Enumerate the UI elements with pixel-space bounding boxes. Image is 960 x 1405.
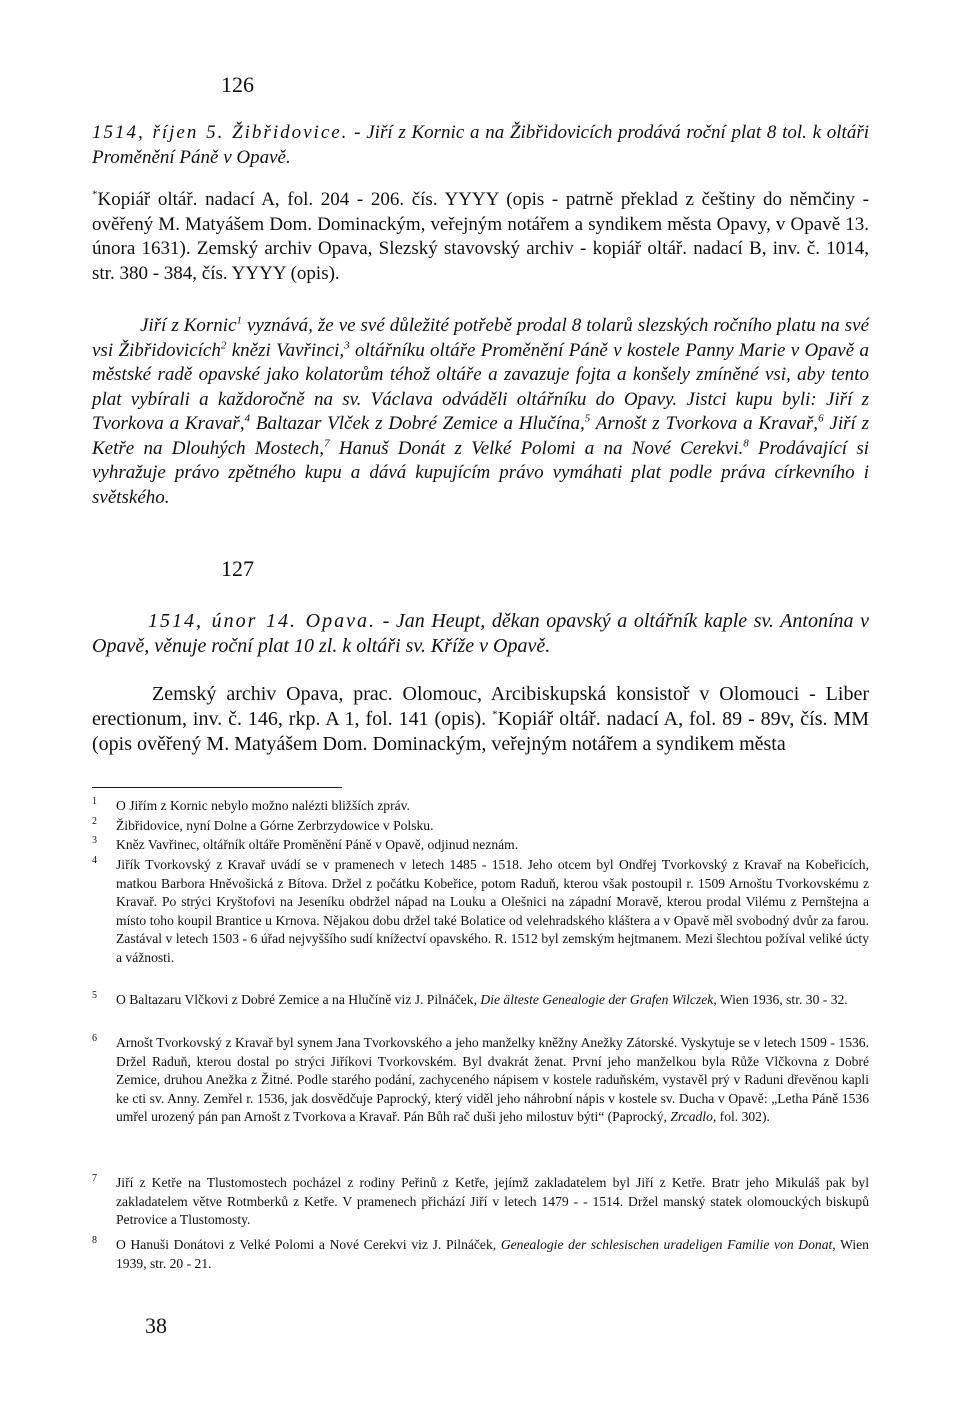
body-text: Arnošt z Tvorkova a Kravař, <box>590 413 819 434</box>
footnote-5 <box>92 991 869 1010</box>
footnote-rule <box>92 787 342 788</box>
body-text: Jiří z Kornic <box>140 315 237 336</box>
footnote-ref: 2 <box>220 339 227 352</box>
footnote-mark: 5 <box>92 990 97 1001</box>
footnote-text <box>116 1034 869 1127</box>
doc127-source-text: Kopiář oltář. nadací A, fol. 89 - 89v, čís. MM (opis ověřený M. Matyášem Dom. Dominackým, veřejným notářem a syndikem města <box>92 708 869 755</box>
doc126-summary: - Jiří z Kornic a na Žibřidovicích prodává roční plat 8 tol. k oltáři Proměnění Páně v Opavě. <box>92 122 870 168</box>
footnote-8 <box>92 1236 869 1273</box>
footnote-3 <box>92 836 869 855</box>
footnote-mark: 6 <box>92 1033 97 1044</box>
doc126-body <box>92 314 869 510</box>
doc126-source-text: Kopiář oltář. nadací A, fol. 204 - 206. čís. YYYY (opis - patrně překlad z češtiny do němčiny - ověřený M. Matyášem Dom. Dominackým, veřejným notářem a syndikem města Opavy, v Opavě 13. února 1631). Zemský archiv Opava, Slezský stavovský archiv - kopiář oltář. nadací B, inv. č. 1014, str. 380 - 384, čís. YYYY (opis). <box>92 189 869 284</box>
body-text: Baltazar Vlček z Dobré Zemice a Hlučína, <box>250 413 585 434</box>
footnote-text-part: O Baltazaru Vlčkovi z Dobré Zemice a na Hlučíně viz J. Pilnáček, <box>116 992 481 1007</box>
doc127-source-text: Zemský archiv Opava, prac. Olomouc, Arcibiskupská konsistoř v Olomouci - Liber erectionum, inv. č. 146, rkp. A 1, fol. 141 (opis). <box>92 683 869 730</box>
footnote-text-part: Arnošt Tvorkovský z Kravař byl synem Jana Tvorkovského a jeho manželky kněžny Anežky Zátorské. Vyskytuje se v letech 1509 - 1536. Držel Raduň, kterou dostal po strýci Jiříkovi Tvorkovském. Byl dvakrát ženat. První jeho manželkou byla Růže Vlčkovna z Dobré Zemice, druhou Anežka z Žitné. Podle starého podání, zachyceného nápisem v kostele raduňském, vystavěl prý v Raduni dřevěnou kapli ke cti sv. Anny. Zemřel r. 1536, jak dosvědčuje Paprocký, který viděl jeho náhrobní nápis v kostele sv. Ducha v Opavě: „Letha Páně 1536 umřel urozený pán pan Arnošt z Tvorkova a Kravař. Pán Bůh rač duši jeho milostuv býti“ (Paprocký, <box>116 1035 869 1124</box>
doc127-header <box>92 609 869 659</box>
footnote-text: Žibřidovice, nyní Dolne a Górne Zerbrzydowice v Polsku. <box>116 818 434 833</box>
footnote-text: Jiřík Tvorkovský z Kravař uvádí se v pramenech v letech 1485 - 1518. Jeho otcem byl Ondřej Tvorkovský z Kravař na Kobeřicích, matkou Barbora Hněvošická z Bítova. Držel z počátku Kobeřice, potom Raduň, kterou však postoupil r. 1509 Arnoštu Tvorkovskému z Kravař. Po strýci Kryštofovi na Jeseníku obdržel nápad na Louku a Olešnici na západní Moravě, kterou prodal Vilému z Pernštejna a místo toho koupil Brantice u Krnova. Nějakou dobu držel také Bolatice od velehradského kláštera a v Opavě měl svobodný dvůr za farou. Zastával v letech 1503 - 6 úřad nejvyššího sudí knížectví opavského. R. 1512 byl zemským hejtmanem. Mezi šlechtou požíval veliké úcty a vážnosti. <box>116 857 869 965</box>
body-text: knězi Vavřinci, <box>226 339 345 361</box>
footnote-text-part: , fol. 302). <box>712 1109 770 1124</box>
footnote-2 <box>92 817 869 836</box>
footnote-ref: 1 <box>236 314 243 327</box>
footnote-ref: 5 <box>584 412 591 425</box>
doc127-date-place: 1514, únor 14. Opava. <box>148 610 376 632</box>
doc127-summary: - Jan Heupt, děkan opavský a oltářník kaple sv. Antonína v Opavě, věnuje roční plat 10 zl. k oltáři sv. Kříže v Opavě. <box>92 610 870 657</box>
footnote-ref: 6 <box>818 412 824 425</box>
footnote-ref: 7 <box>324 437 330 450</box>
footnote-7 <box>92 1174 869 1230</box>
footnote-mark: 1 <box>92 796 97 807</box>
footnote-ref: 8 <box>743 437 749 450</box>
footnote-mark: 7 <box>92 1173 97 1184</box>
body-text: oltářníku oltáře Proměnění Páně v kostele Panny Marie v Opavě a městské radě opavské jako kolatorům téhož oltáře a zavazuje fojta a konšely zmíněné vsi, aby tento plat vybírali a každoročně na sv. Václava odváděli oltářníku do Opavy. Jistci kupu byli: Jiří z Tvorkova a Kravař, <box>92 339 870 434</box>
footnote-mark: 4 <box>92 855 97 866</box>
body-text: Hanuš Donát z Velké Polomi a na Nové Cerekvi. <box>329 437 744 459</box>
footnote-text-part: , Wien 1936, str. 30 - 32. <box>713 992 848 1007</box>
footnote-title: Zrcadlo <box>670 1109 713 1124</box>
doc126-star: * <box>92 188 98 201</box>
footnote-text: Kněz Vavřinec, oltářník oltáře Proměnění Páně v Opavě, odjinud neznám. <box>116 837 519 852</box>
footnote-ref: 3 <box>344 339 350 352</box>
footnote-text-part: O Hanuši Donátovi z Velké Polomi a Nové Cerekvi viz J. Pilnáček, <box>116 1237 501 1252</box>
footnote-1 <box>92 797 869 816</box>
doc127-source <box>92 682 869 757</box>
footnote-mark: 3 <box>92 835 97 846</box>
doc126-source <box>92 188 869 286</box>
footnote-title: Genealogie der schlesischen uradeligen Familie von Donat <box>500 1237 833 1252</box>
page-number-bottom: 38 <box>145 1313 167 1338</box>
footnote-mark: 8 <box>92 1235 97 1246</box>
body-text: vyznává, že ve své důležité potřebě prodal 8 tolarů slezských ročního platu na své vsi Žibřidovicích <box>92 315 869 361</box>
doc126-date-place: 1514, říjen 5. Žibřidovice. <box>92 122 349 143</box>
footnote-4 <box>92 856 869 967</box>
footnote-text: Jiří z Ketře na Tlustomostech pocházel z rodiny Peřinů z Ketře, jejímž zakladatelem byl Jiří z Ketře. Bratr jeho Mikuláš pak byl zakladatelem větve Rotmberků z Ketře. V pramenech přichází Jiří v letech 1479 - - 1514. Držel manský statek olomouckých biskupů Petrovice a Tlustomosty. <box>116 1175 869 1227</box>
footnote-text: O Jiřím z Kornic nebylo možno nalézti bližších zpráv. <box>116 798 410 813</box>
footnote-6 <box>92 1034 869 1127</box>
doc127-number: 127 <box>221 556 254 581</box>
page-number-top: 126 <box>221 72 254 97</box>
footnote-title: Die älteste Genealogie der Grafen Wilczek <box>480 992 714 1007</box>
footnote-mark: 2 <box>92 816 97 827</box>
doc126-header <box>92 121 869 170</box>
footnote-text-part: , Wien 1939, str. 20 - 21. <box>116 1237 869 1271</box>
body-text: Prodávající si vyhražuje právo zpětného kupu a dává kupujícím právo vymáhati plat podle práva církevního i světského. <box>92 437 870 508</box>
body-text: Jiří z Ketře na Dlouhých Mostech, <box>92 413 869 459</box>
footnote-text <box>116 991 869 1010</box>
footnote-text <box>116 1236 869 1273</box>
doc127-star: * <box>492 708 498 721</box>
footnote-ref: 4 <box>244 412 251 425</box>
